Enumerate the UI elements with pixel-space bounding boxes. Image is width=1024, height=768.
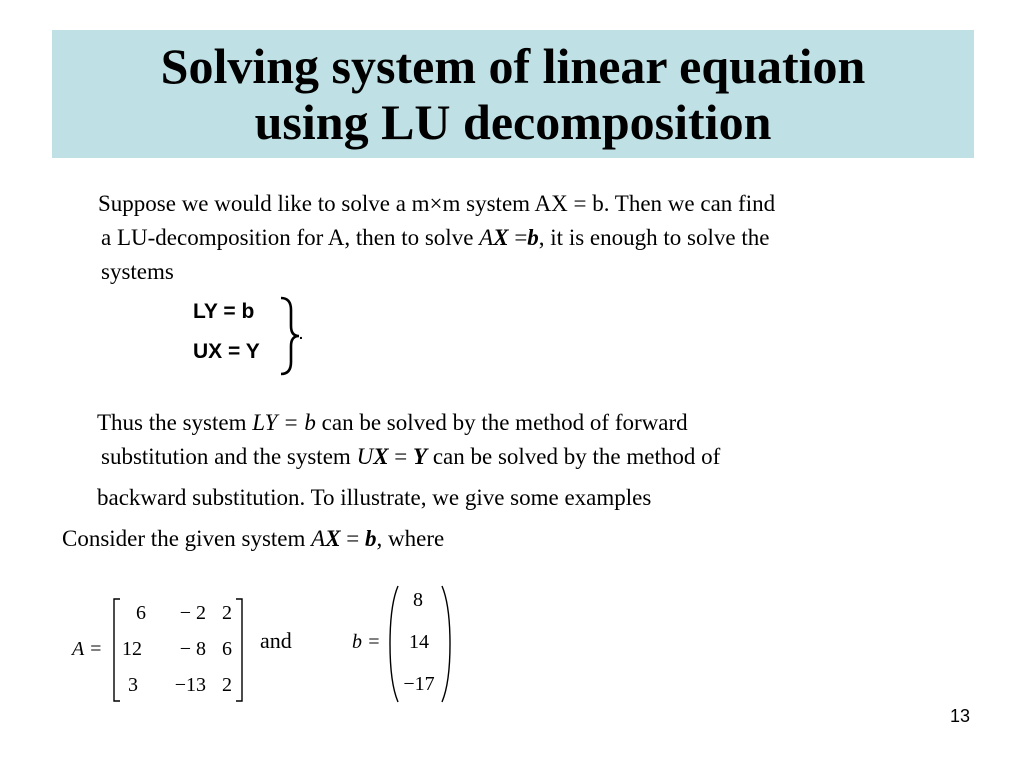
math-X2: X bbox=[373, 444, 389, 469]
equation-ly-b: LY = b bbox=[193, 300, 255, 323]
paragraph3-text: Consider the given system bbox=[62, 526, 312, 551]
math-X3: X bbox=[325, 526, 341, 551]
matrix-a-label: A = bbox=[72, 638, 103, 660]
paragraph2-line2 bbox=[101, 443, 720, 471]
math-ly-b: LY = b bbox=[252, 410, 316, 435]
matrix-a-cell: 6 bbox=[136, 602, 146, 624]
slide-title-line-1: Solving system of linear equation bbox=[160, 38, 866, 94]
paragraph2-line2-tail: can be solved by the method of bbox=[427, 444, 721, 469]
vector-b-label: b = bbox=[352, 631, 381, 653]
equation-ux-y: UX = Y bbox=[193, 340, 260, 363]
system-equations bbox=[193, 296, 313, 376]
math-U: U bbox=[356, 444, 374, 469]
paragraph2-line1 bbox=[97, 409, 688, 437]
math-eq: = bbox=[508, 225, 528, 250]
matrix-a-cell: 2 bbox=[222, 674, 232, 696]
paragraph3 bbox=[62, 525, 444, 553]
vector-b-cell: 8 bbox=[413, 589, 423, 611]
paragraph2-line3: backward substitution. To illustrate, we give some examples bbox=[97, 485, 652, 510]
matrix-a-cell: − 8 bbox=[179, 638, 206, 660]
math-A: A bbox=[479, 225, 494, 250]
matrix-a-cell: 3 bbox=[128, 674, 138, 696]
math-Y: Y bbox=[413, 444, 428, 469]
paragraph1-line3: systems bbox=[101, 259, 174, 284]
paragraph2-line1-tail: can be solved by the method of forward bbox=[315, 410, 688, 435]
math-X: X bbox=[493, 225, 509, 250]
math-A2: A bbox=[311, 526, 326, 551]
vector-b bbox=[352, 585, 462, 705]
paragraph1-line1: Suppose we would like to solve a m×m system AX = b. Then we can find bbox=[98, 191, 776, 216]
right-paren-icon bbox=[440, 585, 452, 703]
math-eq2: = bbox=[388, 444, 414, 469]
vector-b-cell: −17 bbox=[403, 673, 435, 695]
page-number: 13 bbox=[949, 706, 970, 726]
matrix-a-cell: 12 bbox=[122, 638, 142, 660]
slide-title-box bbox=[52, 30, 974, 158]
matrix-a-cell: 6 bbox=[222, 638, 232, 660]
right-bracket-icon bbox=[234, 598, 244, 702]
right-brace-icon bbox=[279, 296, 309, 376]
vector-b-cell: 14 bbox=[409, 631, 429, 653]
math-b2: b bbox=[365, 526, 377, 551]
paragraph2-line1-text: Thus the system bbox=[97, 410, 253, 435]
matrix-a bbox=[72, 598, 252, 706]
system-trailing-dot: . bbox=[299, 326, 303, 342]
slide-title-line-2: using LU decomposition bbox=[254, 94, 772, 150]
paragraph2-line2-text: substitution and the system bbox=[101, 444, 357, 469]
paragraph1-line2 bbox=[101, 224, 769, 252]
matrix-a-cell: − 2 bbox=[179, 602, 206, 624]
paragraph3-tail: , where bbox=[376, 526, 445, 551]
math-eq3: = bbox=[340, 526, 366, 551]
paragraph1-line2-tail: , it is enough to solve the bbox=[538, 225, 770, 250]
matrix-a-cell: 2 bbox=[222, 602, 232, 624]
paragraph1-line2-text: a LU-decomposition for A, then to solve bbox=[101, 225, 480, 250]
matrix-a-cell: −13 bbox=[174, 674, 206, 696]
and-text: and bbox=[260, 628, 292, 653]
math-b: b bbox=[527, 225, 539, 250]
